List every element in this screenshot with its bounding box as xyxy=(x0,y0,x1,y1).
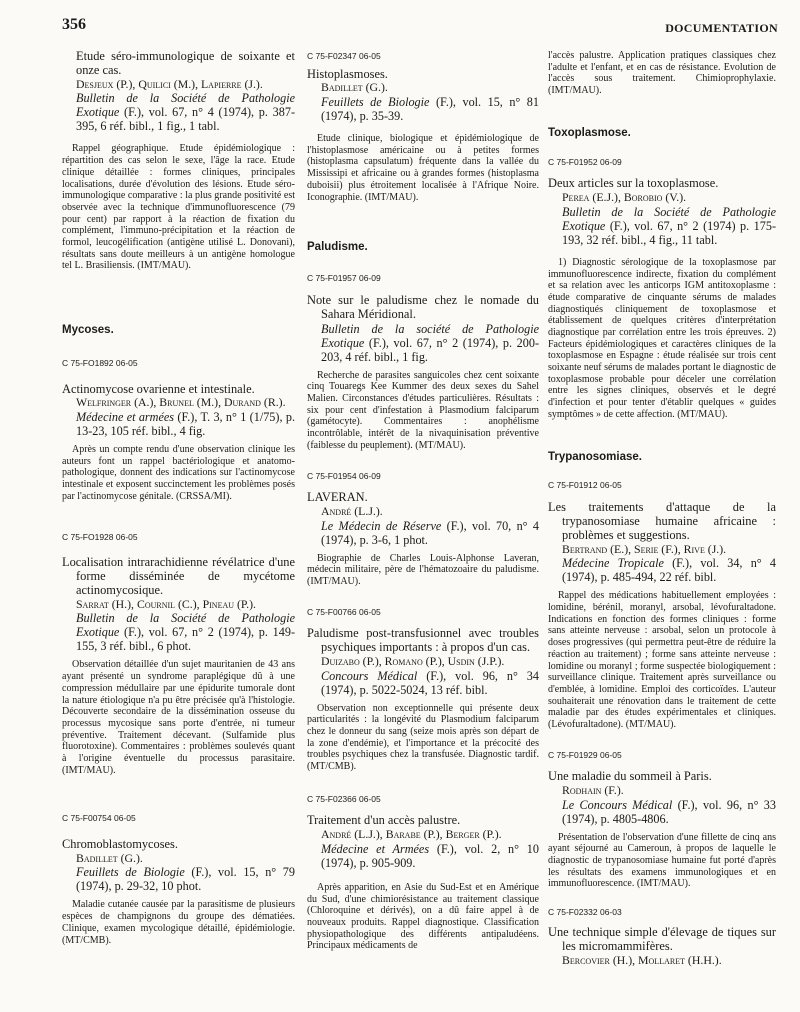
entry-code: C 75-FO1928 06-05 xyxy=(62,531,138,542)
entry-authors: Sarrat (H.), Cournil (C.), Pineau (P.). xyxy=(76,596,256,611)
entry-abstract: Observation détaillée d'un sujet mauritanien de 43 ans ayant présenté un syndrome paraplégique dû à une compression médullaire par une épidurite tumorale dont la nature étiologique n'a pu être précisée qu'à l'histologie. Découverte secondaire de la dissémination osseuse du processus mycosique sans porte d'entrée, ni tumeur préventive. Traitement décevant. (Sulfamide plus fluorotoxine). Commentaires : problèmes soulevés quant à l'origine éventuelle du processus parasitaire. (IMT/MAU). xyxy=(62,659,295,776)
page-number: 356 xyxy=(62,16,86,33)
entry-authors: Badillet (G.). xyxy=(321,80,388,95)
entry-source: Bulletin de la société de Pathologie Exotique (F.), vol. 67, n° 2 (1974), p. 200-203, 4 réf. bibl., 1 fig. xyxy=(321,321,539,364)
entry-paludisme-nomade xyxy=(307,274,539,451)
entry-code: C 75-F01957 06-09 xyxy=(307,273,381,284)
entry-toxoplasmose xyxy=(548,158,776,421)
entry-title: Deux articles sur la toxoplasmose. xyxy=(548,176,719,191)
entry-elevage-tiques xyxy=(548,908,776,967)
entry-title: Une technique simple d'élevage de tiques sur les micromammifères. xyxy=(548,924,776,953)
entry-title: Chromoblastomycoses. xyxy=(62,836,178,851)
entry-title: Traitement d'un accès palustre. xyxy=(307,813,461,828)
entry-histoplasmoses xyxy=(307,52,539,203)
entry-abstract: Biographie de Charles Louis-Alphonse Laveran, médecin militaire, père de l'hématozoaire du paludisme. (IMT/MAU). xyxy=(307,552,539,587)
continued-abstract: l'accès palustre. Application pratiques classiques chez l'adulte et l'enfant, et en cas de résistance. Evolution de l'accès sous traitement. Chimioprophylaxie. (IMT/MAU). xyxy=(548,50,776,97)
section-heading-mycoses: Mycoses. xyxy=(62,324,114,336)
entry-title: Paludisme post-transfusionnel avec troubles psychiques importants : à propos d'un cas. xyxy=(307,626,539,655)
entry-code: C 75-F01952 06-09 xyxy=(548,156,622,167)
entry-intrarachidienne xyxy=(62,533,295,777)
entry-maladie-sommeil xyxy=(548,751,776,891)
entry-abstract: Maladie cutanée causée par la parasitisme de plusieurs espèces de champignons du groupe des dématiées. Clinique, examen mycologique détaillé, épidémiologie. (MT/CMB). xyxy=(62,899,295,946)
entry-code: C 75-F02332 06-03 xyxy=(548,907,622,918)
entry-acces-palustre xyxy=(307,795,539,952)
entry-authors: Bertrand (E.), Serie (F.), Rive (J.). xyxy=(562,541,727,556)
entry-authors: Welfringer (A.), Brunel (M.), Durand (R.). xyxy=(76,395,286,410)
entry-code: C 75-F02366 06-05 xyxy=(307,793,381,804)
entry-laveran xyxy=(307,472,539,588)
section-heading-toxoplasmose: Toxoplasmose. xyxy=(548,126,631,139)
entry-authors: Perea (E.J.), Borobio (V.). xyxy=(562,190,687,205)
entry-title: Une maladie du sommeil à Paris. xyxy=(548,769,712,784)
entry-title: Histoplasmoses. xyxy=(307,66,388,81)
entry-authors: André (L.J.), Barabe (P.), Berger (P.). xyxy=(321,827,502,842)
entry-source: Le Concours Médical (F.), vol. 96, n° 33 (1974), p. 4805-4806. xyxy=(562,797,776,826)
entry-chromoblastomycoses xyxy=(62,814,295,946)
entry-source: Le Médecin de Réserve (F.), vol. 70, n° 4 (1974), p. 3-6, 1 phot. xyxy=(321,518,539,547)
column-1 xyxy=(62,50,295,946)
entry-code: C 75-FO1892 06-05 xyxy=(62,357,138,368)
entry-seroimmuno xyxy=(62,50,295,272)
entry-abstract: Après un compte rendu d'une observation clinique les auteurs font un rappel bactériologique et anatomo-pathologique, donnent des indications sur l'actinomycose intestinale et exposent succinctement les problèmes posés par l'actinomycose génitale. (CRSSA/MI). xyxy=(62,444,295,502)
entry-authors: Rodhain (F.). xyxy=(562,783,624,798)
entry-code: C 75-F01912 06-05 xyxy=(548,480,622,491)
entry-authors: Duizabo (P.), Romano (P.), Usdin (J.P.). xyxy=(321,654,505,669)
entry-title: Localisation intrarachidienne révélatrice d'une forme disséminée de mycétome actinomycosique. xyxy=(62,555,295,597)
entry-code: C 75-F00766 06-05 xyxy=(307,606,381,617)
entry-abstract: 1) Diagnostic sérologique de la toxoplasmose par immunofluorescence indirecte, fixation du complément et sa relation avec les anticorps IGM antitoxoplasme : étude comparative de cinquante sérums de malades diagnostiqués cliniquement de toxoplasmose et établissement de quelques critères d'interprétation diagnostique par corrélation entre les trois épreuves. 2) Facteurs épidémiologiques et caractères cliniques de la toxoplasmose en Espagne : étude réalisée sur trois cent soixante neuf sérums de malades portant le diagnostic de toxoplasmose probable pour déceler une corrélation entre les signes cliniques, observés et le degré d'infection et pour tenter d'établir quelques « guides symptômes » de cette affection. (MT/MAU). xyxy=(548,256,776,420)
entry-title: Les traitements d'attaque de la trypanosomiase humaine africaine : problèmes et suggestions. xyxy=(548,500,776,542)
entry-source: Feuillets de Biologie (F.), vol. 15, n° 81 (1974), p. 35-39. xyxy=(321,95,539,124)
section-heading-paludisme: Paludisme. xyxy=(307,241,368,254)
column-2 xyxy=(307,52,539,952)
section-heading-trypanosomiase: Trypanosomiase. xyxy=(548,450,642,463)
entry-trypanosomiase-traitements xyxy=(548,481,776,730)
entry-authors: Badillet (G.). xyxy=(76,850,143,865)
entry-abstract: Observation non exceptionnelle qui présente deux particularités : la longévité du Plasmodium falciparum chez le donneur du sang (seize mois après son départ de la zone d'endémie), et l'importance et la précocité des troubles psychiques chez la transfusée. Diagnostic tardif. (MT/CMB). xyxy=(307,702,539,773)
entry-code: C 75-F01929 06-05 xyxy=(548,749,622,760)
entry-source: Feuillets de Biologie (F.), vol. 15, n° 79 (1974), p. 29-32, 10 phot. xyxy=(76,865,295,894)
entry-title: Note sur le paludisme chez le nomade du Sahara Méridional. xyxy=(307,292,539,321)
entry-abstract: Présentation de l'observation d'une fillette de cinq ans ayant séjourné au Cameroun, à propos de laquelle le diagnostic de trypanosomiase humaine fut porté d'après les résultats des examens immunologiques et en immunofluorescence. (IMT/MAU). xyxy=(548,831,776,890)
column-3 xyxy=(548,50,776,967)
entry-title: Etude séro-immunologique de soixante et onze cas. xyxy=(76,49,295,77)
entry-source: Bulletin de la Société de Pathologie Exotique (F.), vol. 67, n° 2 (1974) p. 175-193, 32 réf. bibl., 4 fig., 11 tabl. xyxy=(562,204,777,247)
entry-source: Concours Médical (F.), vol. 96, n° 34 (1974), p. 5022-5024, 13 réf. bibl. xyxy=(321,668,539,697)
entry-source: Bulletin de la Société de Pathologie Exotique (F.), vol. 67, n° 4 (1974), p. 387-395, 6 réf. bibl., 1 fig., 1 tabl. xyxy=(76,91,295,134)
entry-authors: Bercovier (H.), Mollaret (H.H.). xyxy=(562,952,722,967)
entry-source: Médecine et armées (F.), T. 3, n° 1 (1/75), p. 13-23, 105 réf. bibl., 4 fig. xyxy=(76,410,295,439)
entry-code: C 75-F01954 06-09 xyxy=(307,470,381,481)
entry-abstract: Rappel des médications habituellement employées : lomidine, bérénil, moranyl, arsobal, lévofuraltadone. Indications en fonction des formes cliniques : forme sans atteinte nerveuse : arsobal, selon un protocole à doses progressives (qui permettra peut-être de réduire la réaction au traitement) ; forme sans atteinte nerveuse : lomidine ou moranyl ; forme suspectée biologiquement : surveillance clinique. Traitement après surveillance ou d'emblée, à lomidine. Emploi des corticoïdes. L'auteur souhaiterait une rénovation dans le traitement de cette maladie par des études expérimentales et cliniques. (Lévofuraltadone). (MT/MAU). xyxy=(548,590,776,730)
entry-source: Bulletin de la Société de Pathologie Exotique (F.), vol. 67, n° 2 (1974), p. 149-155, 3 réf. bibl., 6 phot. xyxy=(76,611,295,654)
entry-source: Médecine Tropicale (F.), vol. 34, n° 4 (1974), p. 485-494, 22 réf. bibl. xyxy=(562,556,777,585)
entry-abstract: Rappel géographique. Etude épidémiologique : répartition des cas selon le sexe, l'âge la race. Etude clinique détaillée : formes cliniques, principales localisations, durée d'évolution des lésions. Etude séro-immunologique comparative : la plus grande positivité est observée avec la technique d'immunofluorescence (79 pour cent) par rapport à la réaction de fixation du complément, l'immuno-précipitation et la réaction de formol, leucogélification (antigène utilisé L. Donovani), résultats sans doute meilleurs à un antigène homologue tel L. Brasiliensis. (IMT/MAU). xyxy=(62,143,295,272)
entry-abstract: Etude clinique, biologique et épidémiologique de l'histoplasmose américaine ou à petites formes (histoplasma capsulatum) fréquente dans la vallée du Mississipi et africaine ou à grandes formes (histoplasma duboisii) plus étroitement localisée à l'Afrique Noire. Iconographie. (IMT/MAU). xyxy=(307,133,539,203)
running-header: DOCUMENTATION xyxy=(665,21,778,35)
entry-actinomycose xyxy=(62,359,295,503)
entry-authors: André (L.J.). xyxy=(321,503,383,518)
entry-abstract: Après apparition, en Asie du Sud-Est et en Amérique du Sud, d'une chimiorésistance au traitement classique (Chloroquine et dérivés), on a dû faire appel à de nouveaux produits. Rappel diagnostique. Classification physiopathologique des différents antipaludéens. Principaux médicaments de xyxy=(307,881,539,952)
entry-post-transfusionnel xyxy=(307,608,539,773)
entry-title: LAVERAN. xyxy=(307,490,368,505)
entry-authors: Desjeux (P.), Quilici (M.), Lapierre (J.). xyxy=(76,76,263,91)
entry-abstract: Recherche de parasites sanguicoles chez cent soixante cinq Touaregs Kee Kummer des deux sexes du Sahel Malien. Circonstances d'études particulières. Résultats : six pour cent d'infestation à Plasmodium falciparum (gamétocyte). Commentaires : anophélisme incontrôlable, intérêt de la nivaquinisation préventive (faiblesse du peuplement). (MT/MAU). xyxy=(307,369,539,451)
entry-code: C 75-F02347 06-05 xyxy=(307,51,381,61)
entry-source: Médecine et Armées (F.), vol. 2, n° 10 (1974), p. 905-909. xyxy=(321,841,539,870)
entry-title: Actinomycose ovarienne et intestinale. xyxy=(62,381,255,396)
entry-code: C 75-F00754 06-05 xyxy=(62,813,136,824)
